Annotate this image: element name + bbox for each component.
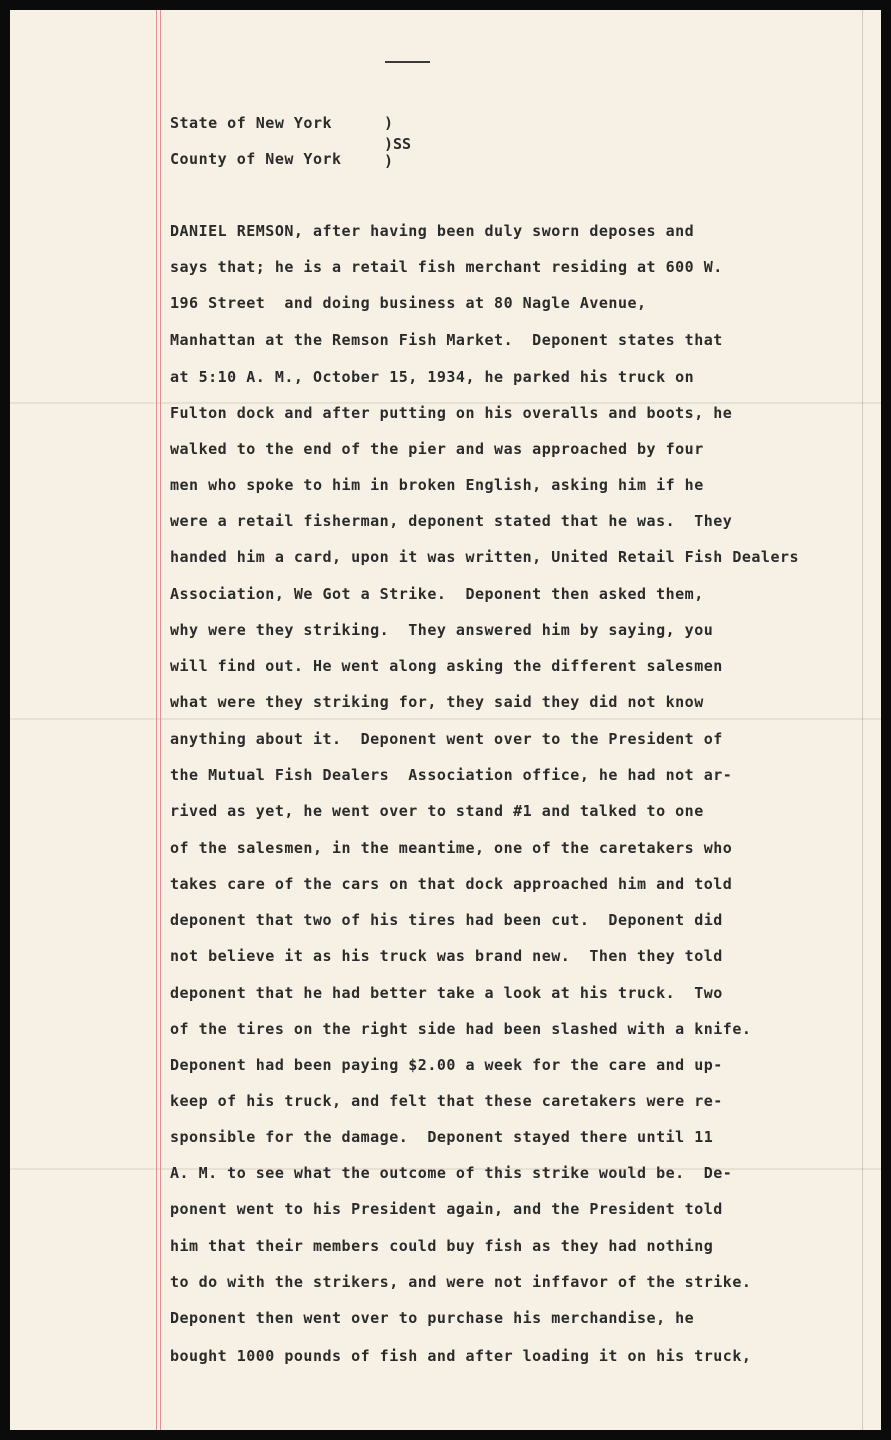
body-line: to do with the strikers, and were not inffavor of the strike. xyxy=(170,1273,752,1291)
fold-line xyxy=(10,718,881,720)
body-line: men who spoke to him in broken English, asking him if he xyxy=(170,476,704,494)
body-line: the Mutual Fish Dealers Association office, he had not ar- xyxy=(170,766,733,784)
body-line: ponent went to his President again, and the President told xyxy=(170,1200,723,1218)
body-line: 196 Street and doing business at 80 Nagle Avenue, xyxy=(170,294,647,312)
body-line: takes care of the cars on that dock approached him and told xyxy=(170,875,733,893)
body-line: rived as yet, he went over to stand #1 and talked to one xyxy=(170,802,704,820)
body-line: A. M. to see what the outcome of this strike would be. De- xyxy=(170,1164,733,1182)
body-line: keep of his truck, and felt that these caretakers were re- xyxy=(170,1092,723,1110)
venue-state: State of New York xyxy=(170,114,333,132)
body-line: Fulton dock and after putting on his overalls and boots, he xyxy=(170,404,733,422)
body-line: walked to the end of the pier and was approached by four xyxy=(170,440,704,458)
page-edge xyxy=(862,10,863,1430)
body-line: Association, We Got a Strike. Deponent then asked them, xyxy=(170,585,704,603)
venue-bracket-top: ) xyxy=(384,114,394,132)
margin-line xyxy=(156,10,157,1430)
body-line: not believe it as his truck was brand new. Then they told xyxy=(170,947,723,965)
body-line: deponent that he had better take a look at his truck. Two xyxy=(170,984,723,1002)
body-line: deponent that two of his tires had been cut. Deponent did xyxy=(170,911,723,929)
body-line: Deponent then went over to purchase his merchandise, he xyxy=(170,1309,695,1327)
body-line: of the tires on the right side had been slashed with a knife. xyxy=(170,1020,752,1038)
body-line: will find out. He went along asking the different salesmen xyxy=(170,657,723,675)
body-line: says that; he is a retail fish merchant residing at 600 W. xyxy=(170,258,723,276)
body-line: sponsible for the damage. Deponent stayed there until 11 xyxy=(170,1128,714,1146)
body-line: of the salesmen, in the meantime, one of the caretakers who xyxy=(170,839,733,857)
body-line: bought 1000 pounds of fish and after loading it on his truck, xyxy=(170,1347,752,1365)
body-line: why were they striking. They answered him by saying, you xyxy=(170,621,714,639)
body-line: DANIEL REMSON, after having been duly sworn deposes and xyxy=(170,222,695,240)
ink-mark xyxy=(385,61,430,63)
body-line: handed him a card, upon it was written, United Retail Fish Dealers xyxy=(170,548,800,566)
venue-bracket-ss: )SS xyxy=(384,135,412,153)
body-line: at 5:10 A. M., October 15, 1934, he parked his truck on xyxy=(170,368,695,386)
margin-line xyxy=(160,10,161,1430)
body-line: were a retail fisherman, deponent stated that he was. They xyxy=(170,512,733,530)
venue-county: County of New York xyxy=(170,150,342,168)
body-line: Deponent had been paying $2.00 a week for the care and up- xyxy=(170,1056,723,1074)
body-line: what were they striking for, they said they did not know xyxy=(170,693,704,711)
body-line: anything about it. Deponent went over to the President of xyxy=(170,730,723,748)
body-line: Manhattan at the Remson Fish Market. Deponent states that xyxy=(170,331,723,349)
venue-bracket-bottom: ) xyxy=(384,152,394,170)
body-line: him that their members could buy fish as they had nothing xyxy=(170,1237,714,1255)
